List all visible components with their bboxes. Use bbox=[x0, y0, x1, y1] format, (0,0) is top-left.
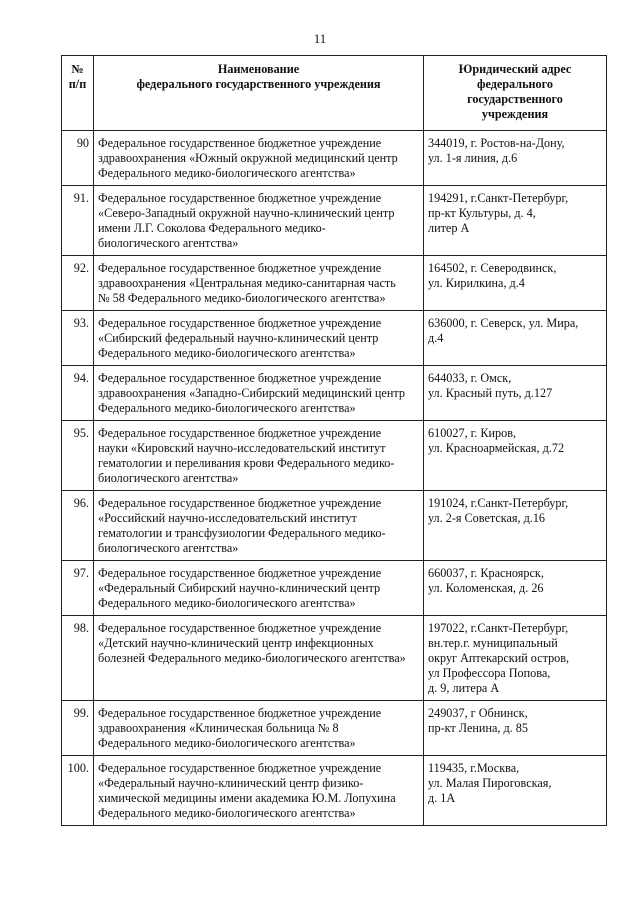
institution-name: Федеральное государственное бюджетное учреждение здравоохранения «Центральная медико-санитарная часть № 58 Федерального медико-биологического агентства» bbox=[94, 256, 424, 311]
row-number: 97. bbox=[62, 561, 94, 616]
row-number: 94. bbox=[62, 366, 94, 421]
institution-name: Федеральное государственное бюджетное учреждение здравоохранения «Южный окружной медицинский центр Федерального медико-биологического агентства» bbox=[94, 131, 424, 186]
row-number: 95. bbox=[62, 421, 94, 491]
institution-name: Федеральное государственное бюджетное учреждение здравоохранения «Западно-Сибирский медицинский центр Федерального медико-биологического агентства» bbox=[94, 366, 424, 421]
institution-name: Федеральное государственное бюджетное учреждение «Сибирский федеральный научно-клинический центр Федерального медико-биологического агентства» bbox=[94, 311, 424, 366]
table-row bbox=[62, 186, 607, 256]
legal-address: 249037, г Обнинск, пр-кт Ленина, д. 85 bbox=[424, 701, 607, 756]
row-number: 92. bbox=[62, 256, 94, 311]
table-row bbox=[62, 616, 607, 701]
institutions-table bbox=[61, 55, 607, 826]
legal-address: 636000, г. Северск, ул. Мира, д.4 bbox=[424, 311, 607, 366]
page-number: 11 bbox=[313, 31, 327, 46]
header-name: Наименование федерального государственного учреждения bbox=[94, 56, 424, 131]
legal-address: 119435, г.Москва, ул. Малая Пироговская, д. 1А bbox=[424, 756, 607, 826]
row-number: 90 bbox=[62, 131, 94, 186]
table-row bbox=[62, 491, 607, 561]
table-row bbox=[62, 756, 607, 826]
institution-name: Федеральное государственное бюджетное учреждение «Северо-Западный окружной научно-клинический центр имени Л.Г. Соколова Федерального медико- биологического агентства» bbox=[94, 186, 424, 256]
table-row bbox=[62, 311, 607, 366]
row-number: 96. bbox=[62, 491, 94, 561]
institution-name: Федеральное государственное бюджетное учреждение здравоохранения «Клиническая больница № 8 Федерального медико-биологического агентства» bbox=[94, 701, 424, 756]
institution-name: Федеральное государственное бюджетное учреждение «Российский научно-исследовательский институт гематологии и трансфузиологии Федерального медико- биологического агентства» bbox=[94, 491, 424, 561]
table-row bbox=[62, 421, 607, 491]
header-address: Юридический адрес федерального государственного учреждения bbox=[424, 56, 607, 131]
legal-address: 197022, г.Санкт-Петербург, вн.тер.г. муниципальный округ Аптекарский остров, ул Профессора Попова, д. 9, литера А bbox=[424, 616, 607, 701]
header-num: № п/п bbox=[62, 56, 94, 131]
institution-name: Федеральное государственное бюджетное учреждение науки «Кировский научно-исследовательский институт гематологии и переливания крови Федерального медико- биологического агентства» bbox=[94, 421, 424, 491]
table-row bbox=[62, 561, 607, 616]
legal-address: 194291, г.Санкт-Петербург, пр-кт Культуры, д. 4, литер А bbox=[424, 186, 607, 256]
table-header-row bbox=[62, 56, 607, 131]
legal-address: 164502, г. Северодвинск, ул. Кирилкина, д.4 bbox=[424, 256, 607, 311]
table-row bbox=[62, 701, 607, 756]
legal-address: 660037, г. Красноярск, ул. Коломенская, д. 26 bbox=[424, 561, 607, 616]
institution-name: Федеральное государственное бюджетное учреждение «Детский научно-клинический центр инфекционных болезней Федерального медико-биологического агентства» bbox=[94, 616, 424, 701]
legal-address: 344019, г. Ростов-на-Дону, ул. 1-я линия, д.6 bbox=[424, 131, 607, 186]
legal-address: 191024, г.Санкт-Петербург, ул. 2-я Советская, д.16 bbox=[424, 491, 607, 561]
legal-address: 610027, г. Киров, ул. Красноармейская, д.72 bbox=[424, 421, 607, 491]
table-row bbox=[62, 366, 607, 421]
row-number: 99. bbox=[62, 701, 94, 756]
row-number: 98. bbox=[62, 616, 94, 701]
table-row bbox=[62, 256, 607, 311]
row-number: 100. bbox=[62, 756, 94, 826]
institution-name: Федеральное государственное бюджетное учреждение «Федеральный Сибирский научно-клинический центр Федерального медико-биологического агентства» bbox=[94, 561, 424, 616]
institution-name: Федеральное государственное бюджетное учреждение «Федеральный научно-клинический центр физико- химической медицины имени академика Ю.М. Лопухина Федерального медико-биологического агентства» bbox=[94, 756, 424, 826]
row-number: 91. bbox=[62, 186, 94, 256]
legal-address: 644033, г. Омск, ул. Красный путь, д.127 bbox=[424, 366, 607, 421]
table-row bbox=[62, 131, 607, 186]
row-number: 93. bbox=[62, 311, 94, 366]
